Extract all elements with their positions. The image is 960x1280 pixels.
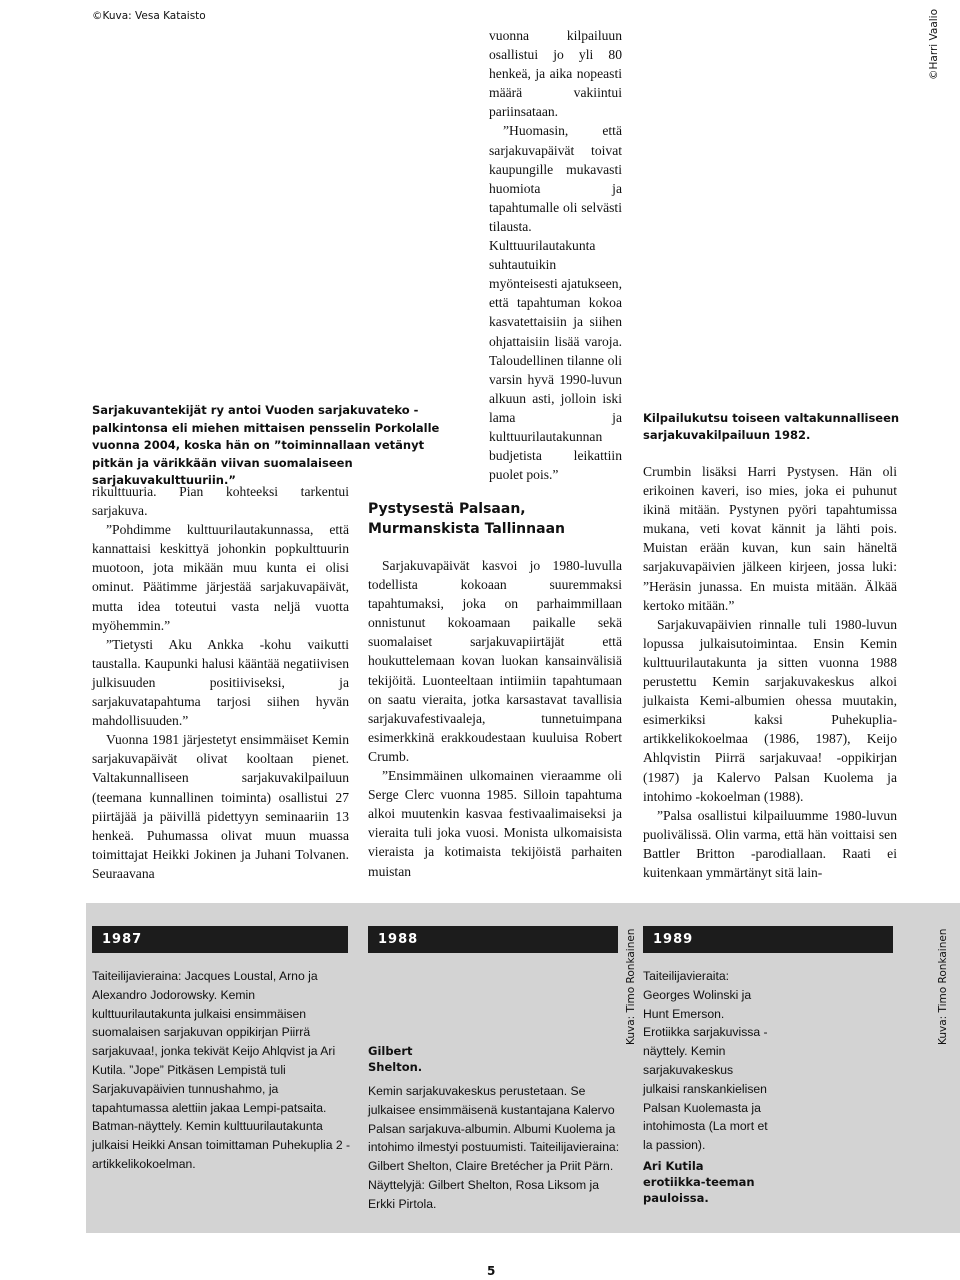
col3-paragraph: ”Palsa osallistui kilpailuumme 1980-luvun puolivälissä. Olin varma, että hän voittaisi sen Battler Britton -parodiallaan. Raati ei kuitenkaan ymmärtänyt sitä lain- — [643, 807, 897, 880]
section-heading: Pystysestä Palsaan, Murmanskista Tallinnaan — [368, 501, 565, 537]
col1-paragraph: ”Tietysti Aku Ankka -kohu vaikutti taustalla. Kaupunki halusi kääntää negatiivisen julkisuuden positiiviseksi, ja sarjakuvatapahtuma tarjosi siihen hyvän mahdollisuuden.” — [92, 636, 349, 729]
timeline-1989-text — [643, 967, 769, 1155]
year-label-1989: 1989 — [643, 926, 893, 953]
page-number: 5 — [487, 1264, 496, 1278]
column-3 — [643, 462, 897, 882]
photo-credit-right: ©Harri Vaalio — [928, 8, 940, 80]
timeline-1988-credit: Kuva: Timo Ronkainen — [625, 928, 637, 1045]
timeline-text: Taiteilijavieraina: Jacques Loustal, Arno ja Alexandro Jodorowsky. Kemin kulttuurilautakunta julkaisi ensimmäisen suomalaisen sarjakuvan oppikirjan Piirrä sarjakuvaa!, jonka tekivät Keijo Ahlqvist ja Ari Kutila. ”Jope” Pitkäsen Lempistä tuli Sarjakuvapäivien tunnushahmo, ja tapahtumassa alettiin jakaa Lempi-patsaita. Batman-näyttely. Kemin kulttuurilautakunta julkaisi Heikki Ansan toimittaman Puhekuplia 2 -artikkelikokoelman. — [92, 969, 351, 1171]
col2-paragraph: ”Huomasin, että sarjakuvapäivät toivat kaupungille mukavasti huomiota ja tapahtumalle oli selvästi tilausta. Kulttuurilautakunta suhtautuikin myönteisesti ajatukseen, että tapahtuman kokoa kasvatettaisiin ja siihen ohjattaisiin lisää varoja. Taloudellinen tilanne oli varsin hyvä 1990-luvun alkuun asti, jolloin iski lama ja kulttuurilautakunnan budjetista leikattiin puolet pois.” — [489, 123, 622, 483]
col2-paragraph: ”Ensimmäinen ulkomainen vieraamme oli Serge Clerc vuonna 1985. Silloin tapahtuma alkoi muutenkin kasvaa festivaalimaiseksi ja vieraita tuli joka vuosi. Monista ulkomaisista vieraista ja kotimaista tekijöistä parhaiten muistan — [368, 768, 622, 879]
col1-paragraph: ”Pohdimme kulttuurilautakunnassa, että kannattaisi keskittyä johonkin popkulttuurin muotoon, jota mikään muu kunta ei olisi ominut. Päätimme järjestää sarjakuvapäivät, mutta idea toteutui vasta neljä vuotta myöhemmin.” — [92, 522, 349, 633]
col3-paragraph: Sarjakuvapäivien rinnalle tuli 1980-luvun lopussa julkaisutoimintaa. Ensin Kemin kulttuurilautakunta ja sitten vuonna 1988 perustettu Kemin sarjakuvakeskus alkoi julkaista Kemi-albumien ohessa muutakin, esimerkiksi kaksi Puhekuplia-artikkelikokoelmaa (1986, 1987), Keijo Ahlqvistin Piirrä sarjakuvaa! -oppikirjan (1987) ja Kalervo Palsan Kuolema ja intohimo -kokoelman (1988). — [643, 616, 897, 804]
col1-paragraph: Vuonna 1981 järjestetyt ensimmäiset Kemin sarjakuvapäivät olivat kooltaan pienet. Valtakunnalliseen sarjakuvakilpailuun (teemana kunnallinen toiminta) osallistui 27 piirtäjää ja päivillä pidettyyn seminaariin 13 henkeä. Puhumassa olivat muun muassa toimittajat Heikki Jokinen ja Juhani Tolvanen. Seuraavana — [92, 732, 349, 881]
timeline-1987-text — [92, 967, 354, 1174]
timeline-1988-caption: Gilbert Shelton. — [368, 1044, 423, 1074]
column-2-bottom — [368, 556, 622, 881]
col2-paragraph: Sarjakuvapäivät kasvoi jo 1980-luvulla todellista kokoaan suuremmaksi tapahtumaksi, joka on parhaimmillaan onnistunut kokoamaan paikalle sekä suomalaiset sarjakuvapiirtäjät että houkuttelemaan kovan luokan kansainvälisiä tekijöitä. Luonteeltaan intiimiin tapahtumaan on saatu vieraita, jotka karsastavat tavallisia sarjakuvafestivaaleja, tunnetuimpana esimerkkinä erakkoudestaan kuuluisa Robert Crumb. — [368, 558, 622, 764]
timeline-1989-credit: Kuva: Timo Ronkainen — [937, 928, 949, 1045]
year-label-1988: 1988 — [368, 926, 618, 953]
col1-paragraph: rikulttuuria. Pian kohteeksi tarkentui sarjakuva. — [92, 484, 349, 519]
col3-paragraph: Crumbin lisäksi Harri Pystysen. Hän oli erikoinen kaveri, iso mies, joka ei puhunut ikinä mitään. Pystynen pyöri tapahtumissa mukana, veti kovat kännit ja lähti pois. Muistan erään kuvan, kun sain häneltä sarjakuvapäivien jälkeen kirjeen, jossa luki: ”Heräsin junassa. En muista mitään. Älkää kertoko mitään.” — [643, 464, 897, 613]
photo-caption: Sarjakuvantekijät ry antoi Vuoden sarjakuvateko -palkintonsa eli miehen mittaisen pensselin Porkolalle vuonna 2004, koska hän on ”toiminnallaan vetänyt pitkän ja värikkään viivan suomalaiseen sarjakuvakulttuuriin.” — [92, 403, 440, 487]
column-2-top — [489, 26, 622, 484]
timeline-1989-caption: Ari Kutila erotiikka-teeman pauloissa. — [643, 1159, 755, 1205]
column-1 — [92, 482, 349, 883]
competition-caption: Kilpailukutsu toiseen valtakunnalliseen sarjakuvakilpailuun 1982. — [643, 411, 900, 442]
timeline-text: Kemin sarjakuvakeskus perustetaan. Se julkaisee ensimmäisenä kustantajana Kalervo Palsan sarjakuva-albumin. Albumi Kuolema ja intohimo ilmestyi postuumisti. Taiteilijavieraina: Gilbert Shelton, Claire Bretécher ja Priit Pärn. Näyttelyjä: Gilbert Shelton, Rosa Liksom ja Erkki Pirtola. — [368, 1084, 620, 1211]
year-label-1987: 1987 — [92, 926, 348, 953]
photo-credit-top: ©Kuva: Vesa Kataisto — [92, 10, 206, 22]
timeline-text: Taiteilijavieraita: Georges Wolinski ja Hunt Emerson. Erotiikka sarjakuvissa -näyttely. Kemin sarjakuvakeskus julkaisi ranskankielisen Palsan Kuolemasta ja intohimosta (La mort et la passion). — [643, 969, 768, 1153]
timeline-1988-text — [368, 1082, 622, 1214]
col2-paragraph: vuonna kilpailuun osallistui jo yli 80 henkeä, ja aika nopeasti määrä vakiintui pariinsataan. — [489, 28, 622, 120]
